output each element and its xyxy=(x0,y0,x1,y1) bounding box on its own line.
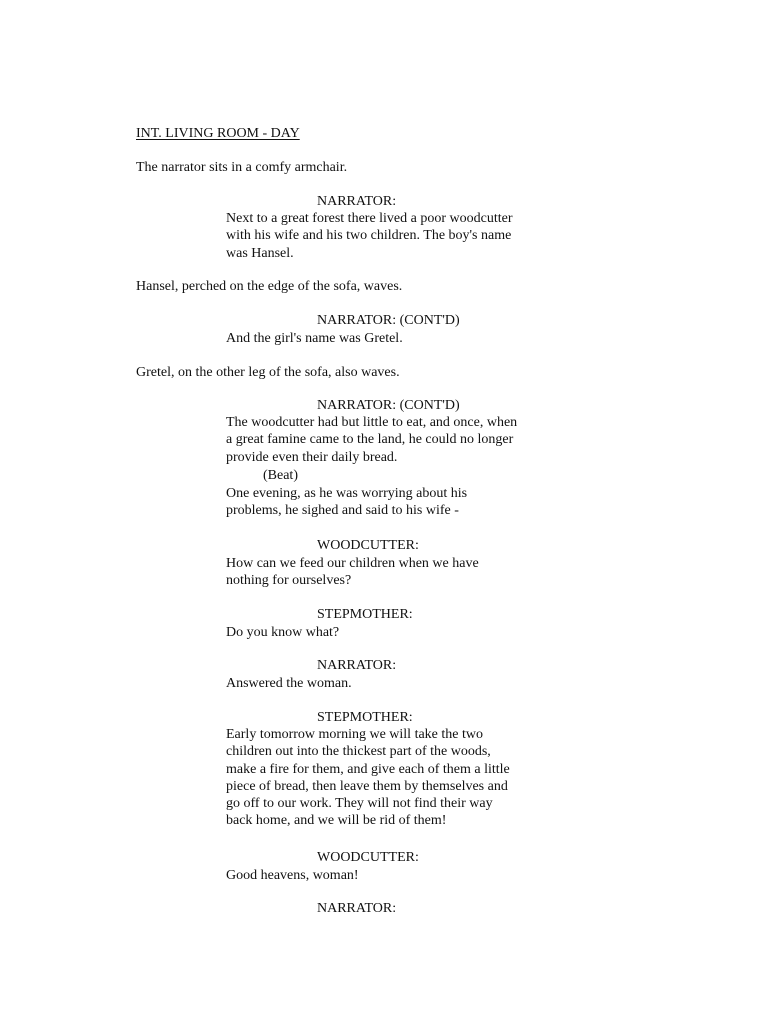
character-name: NARRATOR: (CONT'D) xyxy=(317,313,460,328)
character-name: NARRATOR: xyxy=(317,658,397,673)
character-name: STEPMOTHER: xyxy=(317,710,413,725)
dialogue-line: a great famine came to the land, he could no longer xyxy=(226,432,514,448)
dialogue-line: How can we feed our children when we have xyxy=(226,556,479,571)
dialogue-block xyxy=(226,675,352,692)
dialogue-block xyxy=(226,726,510,830)
character-name: NARRATOR: (CONT'D) xyxy=(317,398,460,413)
character-name: NARRATOR: xyxy=(317,194,397,209)
dialogue-line: with his wife and his two children. The boy's name xyxy=(226,228,512,244)
dialogue-block xyxy=(226,210,513,262)
action-line: Gretel, on the other leg of the sofa, also waves. xyxy=(136,365,400,380)
dialogue-line: make a fire for them, and give each of them a little xyxy=(226,761,510,777)
action-line: The narrator sits in a comfy armchair. xyxy=(136,160,348,175)
dialogue-line: And the girl's name was Gretel. xyxy=(226,331,403,346)
character-name: WOODCUTTER: xyxy=(317,850,419,865)
dialogue-block xyxy=(226,867,359,884)
dialogue-line: provide even their daily bread. xyxy=(226,449,398,465)
dialogue-line: piece of bread, then leave them by themselves and xyxy=(226,778,508,794)
scene-heading: INT. LIVING ROOM - DAY xyxy=(136,126,300,141)
action-line: Hansel, perched on the edge of the sofa, waves. xyxy=(136,279,403,294)
dialogue-block xyxy=(226,485,467,520)
dialogue-line: nothing for ourselves? xyxy=(226,573,352,589)
dialogue-line: children out into the thickest part of the woods, xyxy=(226,744,491,760)
dialogue-block xyxy=(226,330,403,347)
character-name: STEPMOTHER: xyxy=(317,607,413,622)
dialogue-line: was Hansel. xyxy=(226,245,294,261)
dialogue-block xyxy=(226,624,339,641)
dialogue-line: Good heavens, woman! xyxy=(226,868,359,883)
dialogue-block xyxy=(226,414,517,466)
dialogue-line: The woodcutter had but little to eat, and once, when xyxy=(226,415,518,430)
dialogue-line: go off to our work. They will not find their way xyxy=(226,796,493,812)
dialogue-line: back home, and we will be rid of them! xyxy=(226,813,447,829)
dialogue-line: Early tomorrow morning we will take the two xyxy=(226,727,483,742)
dialogue-line: Next to a great forest there lived a poor woodcutter xyxy=(226,211,513,226)
dialogue-line: problems, he sighed and said to his wife - xyxy=(226,503,459,519)
parenthetical: (Beat) xyxy=(263,468,298,483)
character-name: WOODCUTTER: xyxy=(317,538,419,553)
dialogue-line: One evening, as he was worrying about his xyxy=(226,486,468,501)
character-name: NARRATOR: xyxy=(317,901,397,916)
dialogue-block xyxy=(226,555,479,590)
dialogue-line: Answered the woman. xyxy=(226,676,352,691)
dialogue-line: Do you know what? xyxy=(226,625,340,640)
